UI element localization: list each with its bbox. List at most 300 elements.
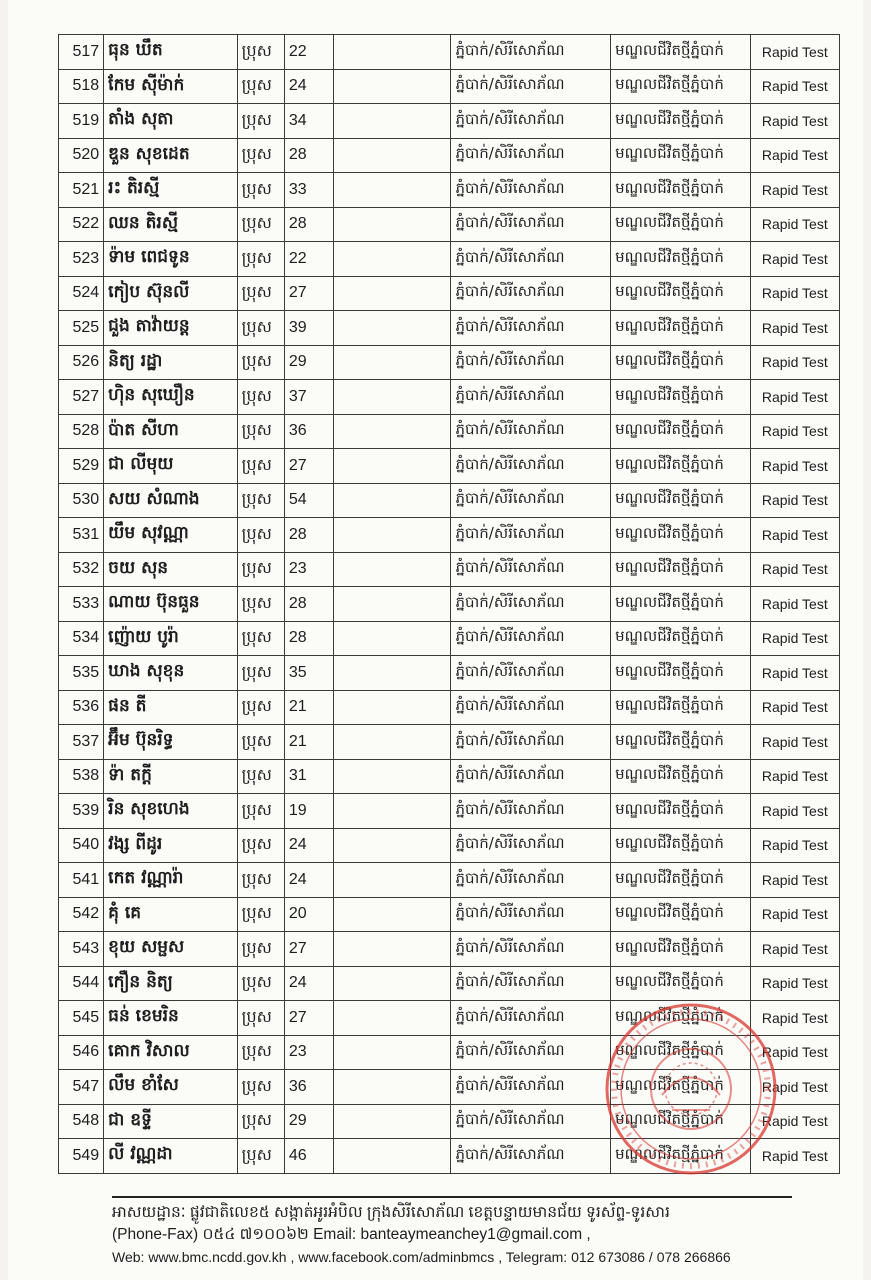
age-cell: 28 [284, 621, 333, 656]
address-cell: ភ្នំបាក់/សិរីសោភ័ណ [451, 69, 611, 104]
sex-cell: ប្រុស [237, 173, 284, 208]
person-name: ជា លីមុយ [104, 449, 238, 484]
test-type-cell: Rapid Test [750, 690, 839, 725]
center-cell: មណ្ឌលជីវិតថ្មីភ្នំបាក់ [611, 552, 751, 587]
test-type-cell: Rapid Test [750, 311, 839, 346]
sex-cell: ប្រុស [237, 759, 284, 794]
blank-cell [334, 276, 451, 311]
address-cell: ភ្នំបាក់/សិរីសោភ័ណ [451, 552, 611, 587]
person-name: កែម ស៊ីម៉ាក់ [104, 69, 238, 104]
address-cell: ភ្នំបាក់/សិរីសោភ័ណ [451, 483, 611, 518]
address-cell: ភ្នំបាក់/សិរីសោភ័ណ [451, 207, 611, 242]
row-number: 539 [59, 794, 104, 829]
table-row [59, 656, 840, 691]
center-cell: មណ្ឌលជីវិតថ្មីភ្នំបាក់ [611, 932, 751, 967]
test-type-cell: Rapid Test [750, 1035, 839, 1070]
center-cell: មណ្ឌលជីវិតថ្មីភ្នំបាក់ [611, 828, 751, 863]
age-cell: 31 [284, 759, 333, 794]
sex-cell: ប្រុស [237, 380, 284, 415]
blank-cell [334, 242, 451, 277]
test-type-cell: Rapid Test [750, 725, 839, 760]
table-row [59, 69, 840, 104]
sex-cell: ប្រុស [237, 794, 284, 829]
address-cell: ភ្នំបាក់/សិរីសោភ័ណ [451, 104, 611, 139]
address-cell: ភ្នំបាក់/សិរីសោភ័ណ [451, 173, 611, 208]
row-number: 519 [59, 104, 104, 139]
sex-cell: ប្រុស [237, 35, 284, 70]
row-number: 530 [59, 483, 104, 518]
center-cell: មណ្ឌលជីវិតថ្មីភ្នំបាក់ [611, 414, 751, 449]
person-name: យឹម សុវណ្ណា [104, 518, 238, 553]
age-cell: 29 [284, 345, 333, 380]
center-cell: មណ្ឌលជីវិតថ្មីភ្នំបាក់ [611, 311, 751, 346]
center-cell: មណ្ឌលជីវិតថ្មីភ្នំបាក់ [611, 173, 751, 208]
address-cell: ភ្នំបាក់/សិរីសោភ័ណ [451, 863, 611, 898]
test-type-cell: Rapid Test [750, 932, 839, 967]
test-type-cell: Rapid Test [750, 104, 839, 139]
sex-cell: ប្រុស [237, 621, 284, 656]
table-row [59, 207, 840, 242]
blank-cell [334, 621, 451, 656]
center-cell: មណ្ឌលជីវិតថ្មីភ្នំបាក់ [611, 966, 751, 1001]
sex-cell: ប្រុស [237, 311, 284, 346]
sex-cell: ប្រុស [237, 656, 284, 691]
address-cell: ភ្នំបាក់/សិរីសោភ័ណ [451, 242, 611, 277]
test-type-cell: Rapid Test [750, 897, 839, 932]
blank-cell [334, 207, 451, 242]
age-cell: 35 [284, 656, 333, 691]
person-name: គុំ គេ [104, 897, 238, 932]
sex-cell: ប្រុស [237, 828, 284, 863]
address-cell: ភ្នំបាក់/សិរីសោភ័ណ [451, 276, 611, 311]
person-name: កឿន និត្យ [104, 966, 238, 1001]
sex-cell: ប្រុស [237, 1001, 284, 1036]
age-cell: 21 [284, 690, 333, 725]
table-row [59, 483, 840, 518]
address-cell: ភ្នំបាក់/សិរីសោភ័ណ [451, 690, 611, 725]
center-cell: មណ្ឌលជីវិតថ្មីភ្នំបាក់ [611, 897, 751, 932]
table-row [59, 621, 840, 656]
table-row [59, 1139, 840, 1174]
footer-phone-email: (Phone-Fax) ០៥៤ ៧១០០៦២ Email: banteaymeanchey1@gmail.com , [112, 1226, 591, 1243]
address-cell: ភ្នំបាក់/សិរីសោភ័ណ [451, 828, 611, 863]
test-type-cell: Rapid Test [750, 587, 839, 622]
sex-cell: ប្រុស [237, 414, 284, 449]
address-cell: ភ្នំបាក់/សិរីសោភ័ណ [451, 518, 611, 553]
sex-cell: ប្រុស [237, 483, 284, 518]
table-row [59, 518, 840, 553]
row-number: 547 [59, 1070, 104, 1105]
address-cell: ភ្នំបាក់/សិរីសោភ័ណ [451, 1001, 611, 1036]
blank-cell [334, 828, 451, 863]
address-cell: ភ្នំបាក់/សិរីសោភ័ណ [451, 1139, 611, 1174]
row-number: 517 [59, 35, 104, 70]
blank-cell [334, 1001, 451, 1036]
address-cell: ភ្នំបាក់/សិរីសោភ័ណ [451, 414, 611, 449]
address-cell: ភ្នំបាក់/សិរីសោភ័ណ [451, 311, 611, 346]
age-cell: 46 [284, 1139, 333, 1174]
address-cell: ភ្នំបាក់/សិរីសោភ័ណ [451, 621, 611, 656]
age-cell: 34 [284, 104, 333, 139]
table-row [59, 725, 840, 760]
sex-cell: ប្រុស [237, 345, 284, 380]
table-row [59, 966, 840, 1001]
center-cell: មណ្ឌលជីវិតថ្មីភ្នំបាក់ [611, 863, 751, 898]
row-number: 523 [59, 242, 104, 277]
blank-cell [334, 1035, 451, 1070]
person-name: ឈន តិរស្មី [104, 207, 238, 242]
sex-cell: ប្រុស [237, 449, 284, 484]
row-number: 535 [59, 656, 104, 691]
blank-cell [334, 345, 451, 380]
age-cell: 27 [284, 1001, 333, 1036]
address-cell: ភ្នំបាក់/សិរីសោភ័ណ [451, 759, 611, 794]
sex-cell: ប្រុស [237, 1035, 284, 1070]
test-type-cell: Rapid Test [750, 552, 839, 587]
row-number: 526 [59, 345, 104, 380]
test-type-cell: Rapid Test [750, 828, 839, 863]
test-type-cell: Rapid Test [750, 518, 839, 553]
row-number: 520 [59, 138, 104, 173]
row-number: 522 [59, 207, 104, 242]
person-name: ធន់ ខេមរិន [104, 1001, 238, 1036]
table-row [59, 932, 840, 967]
row-number: 541 [59, 863, 104, 898]
age-cell: 54 [284, 483, 333, 518]
blank-cell [334, 138, 451, 173]
sex-cell: ប្រុស [237, 242, 284, 277]
person-name: កេត វណ្ណារ៉ា [104, 863, 238, 898]
table-row [59, 35, 840, 70]
table-row [59, 276, 840, 311]
table-row [59, 759, 840, 794]
center-cell: មណ្ឌលជីវិតថ្មីភ្នំបាក់ [611, 725, 751, 760]
test-type-cell: Rapid Test [750, 483, 839, 518]
test-type-cell: Rapid Test [750, 759, 839, 794]
footer-web-links: Web: www.bmc.ncdd.gov.kh , www.facebook.com/adminbmcs , Telegram: 012 673086 / 078 266866 [112, 1249, 731, 1265]
test-type-cell: Rapid Test [750, 414, 839, 449]
person-name: រះ តិរស្មី [104, 173, 238, 208]
person-name: ចយ សុន [104, 552, 238, 587]
sex-cell: ប្រុស [237, 1104, 284, 1139]
center-cell: មណ្ឌលជីវិតថ្មីភ្នំបាក់ [611, 621, 751, 656]
blank-cell [334, 725, 451, 760]
blank-cell [334, 690, 451, 725]
center-cell: មណ្ឌលជីវិតថ្មីភ្នំបាក់ [611, 1070, 751, 1105]
age-cell: 28 [284, 138, 333, 173]
person-name: ជួង តាវ៉ាយន្ត [104, 311, 238, 346]
center-cell: មណ្ឌលជីវិតថ្មីភ្នំបាក់ [611, 690, 751, 725]
row-number: 521 [59, 173, 104, 208]
test-type-cell: Rapid Test [750, 1070, 839, 1105]
address-cell: ភ្នំបាក់/សិរីសោភ័ណ [451, 449, 611, 484]
center-cell: មណ្ឌលជីវិតថ្មីភ្នំបាក់ [611, 794, 751, 829]
age-cell: 24 [284, 863, 333, 898]
test-type-cell: Rapid Test [750, 794, 839, 829]
center-cell: មណ្ឌលជីវិតថ្មីភ្នំបាក់ [611, 35, 751, 70]
center-cell: មណ្ឌលជីវិតថ្មីភ្នំបាក់ [611, 242, 751, 277]
row-number: 534 [59, 621, 104, 656]
sex-cell: ប្រុស [237, 104, 284, 139]
test-type-cell: Rapid Test [750, 138, 839, 173]
address-cell: ភ្នំបាក់/សិរីសោភ័ណ [451, 345, 611, 380]
age-cell: 20 [284, 897, 333, 932]
person-name: ឌួន សុខដេត [104, 138, 238, 173]
age-cell: 39 [284, 311, 333, 346]
blank-cell [334, 863, 451, 898]
person-name: រិន សុខហេង [104, 794, 238, 829]
center-cell: មណ្ឌលជីវិតថ្មីភ្នំបាក់ [611, 587, 751, 622]
test-type-cell: Rapid Test [750, 1104, 839, 1139]
age-cell: 36 [284, 414, 333, 449]
row-number: 548 [59, 1104, 104, 1139]
test-type-cell: Rapid Test [750, 1139, 839, 1174]
blank-cell [334, 380, 451, 415]
test-type-cell: Rapid Test [750, 276, 839, 311]
table-row [59, 173, 840, 208]
table-row [59, 690, 840, 725]
test-type-cell: Rapid Test [750, 863, 839, 898]
table-row [59, 1001, 840, 1036]
person-name: ណាយ ប៊ុនធួន [104, 587, 238, 622]
row-number: 518 [59, 69, 104, 104]
age-cell: 24 [284, 966, 333, 1001]
row-number: 540 [59, 828, 104, 863]
sex-cell: ប្រុស [237, 138, 284, 173]
person-name: ញ៉ោយ បូរ៉ា [104, 621, 238, 656]
center-cell: មណ្ឌលជីវិតថ្មីភ្នំបាក់ [611, 449, 751, 484]
address-cell: ភ្នំបាក់/សិរីសោភ័ណ [451, 656, 611, 691]
sex-cell: ប្រុស [237, 897, 284, 932]
age-cell: 19 [284, 794, 333, 829]
sex-cell: ប្រុស [237, 69, 284, 104]
blank-cell [334, 483, 451, 518]
sex-cell: ប្រុស [237, 207, 284, 242]
sex-cell: ប្រុស [237, 1139, 284, 1174]
address-cell: ភ្នំបាក់/សិរីសោភ័ណ [451, 1035, 611, 1070]
row-number: 531 [59, 518, 104, 553]
row-number: 524 [59, 276, 104, 311]
center-cell: មណ្ឌលជីវិតថ្មីភ្នំបាក់ [611, 276, 751, 311]
row-number: 525 [59, 311, 104, 346]
address-cell: ភ្នំបាក់/សិរីសោភ័ណ [451, 897, 611, 932]
test-type-cell: Rapid Test [750, 656, 839, 691]
blank-cell [334, 518, 451, 553]
test-type-cell: Rapid Test [750, 345, 839, 380]
table-row [59, 138, 840, 173]
age-cell: 27 [284, 276, 333, 311]
center-cell: មណ្ឌលជីវិតថ្មីភ្នំបាក់ [611, 518, 751, 553]
age-cell: 23 [284, 552, 333, 587]
sex-cell: ប្រុស [237, 932, 284, 967]
table-row [59, 414, 840, 449]
test-type-cell: Rapid Test [750, 242, 839, 277]
person-name: លឹម ខាំសែ [104, 1070, 238, 1105]
participant-table [58, 34, 840, 1174]
center-cell: មណ្ឌលជីវិតថ្មីភ្នំបាក់ [611, 104, 751, 139]
table-row [59, 897, 840, 932]
table-row [59, 1035, 840, 1070]
address-cell: ភ្នំបាក់/សិរីសោភ័ណ [451, 138, 611, 173]
age-cell: 24 [284, 828, 333, 863]
sex-cell: ប្រុស [237, 587, 284, 622]
age-cell: 21 [284, 725, 333, 760]
person-name: ឃាង សុខុន [104, 656, 238, 691]
center-cell: មណ្ឌលជីវិតថ្មីភ្នំបាក់ [611, 345, 751, 380]
table-row [59, 380, 840, 415]
person-name: ហ៊ិន សុឃឿន [104, 380, 238, 415]
table-row [59, 828, 840, 863]
age-cell: 28 [284, 587, 333, 622]
center-cell: មណ្ឌលជីវិតថ្មីភ្នំបាក់ [611, 759, 751, 794]
blank-cell [334, 1139, 451, 1174]
center-cell: មណ្ឌលជីវិតថ្មីភ្នំបាក់ [611, 380, 751, 415]
blank-cell [334, 759, 451, 794]
center-cell: មណ្ឌលជីវិតថ្មីភ្នំបាក់ [611, 69, 751, 104]
blank-cell [334, 449, 451, 484]
blank-cell [334, 35, 451, 70]
table-row [59, 587, 840, 622]
address-cell: ភ្នំបាក់/សិរីសោភ័ណ [451, 35, 611, 70]
address-cell: ភ្នំបាក់/សិរីសោភ័ណ [451, 794, 611, 829]
address-cell: ភ្នំបាក់/សិរីសោភ័ណ [451, 932, 611, 967]
row-number: 546 [59, 1035, 104, 1070]
person-name: អ៊ឹម ប៊ុនរិទ្ធ [104, 725, 238, 760]
age-cell: 24 [284, 69, 333, 104]
person-name: ទ៉ា តក្តី [104, 759, 238, 794]
test-type-cell: Rapid Test [750, 380, 839, 415]
row-number: 542 [59, 897, 104, 932]
age-cell: 22 [284, 242, 333, 277]
age-cell: 33 [284, 173, 333, 208]
person-name: តាំង សុតា [104, 104, 238, 139]
person-name: និត្យ រដ្ឋា [104, 345, 238, 380]
footer-address: អាសយដ្ឋានៈ ផ្លូវជាតិលេខ៥ សង្កាត់អូរអំបិល ក្រុងសិរីសោភ័ណ ខេត្តបន្ទាយមានជ័យ ទូរស័ព្ទ-ទូរសារ [112, 1204, 670, 1221]
sex-cell: ប្រុស [237, 966, 284, 1001]
blank-cell [334, 1104, 451, 1139]
center-cell: មណ្ឌលជីវិតថ្មីភ្នំបាក់ [611, 1139, 751, 1174]
age-cell: 36 [284, 1070, 333, 1105]
blank-cell [334, 1070, 451, 1105]
test-type-cell: Rapid Test [750, 69, 839, 104]
age-cell: 22 [284, 35, 333, 70]
blank-cell [334, 966, 451, 1001]
sex-cell: ប្រុស [237, 518, 284, 553]
participant-table-body [59, 35, 840, 1174]
age-cell: 27 [284, 449, 333, 484]
letterhead-footer [112, 1196, 792, 1268]
address-cell: ភ្នំបាក់/សិរីសោភ័ណ [451, 1104, 611, 1139]
row-number: 527 [59, 380, 104, 415]
test-type-cell: Rapid Test [750, 621, 839, 656]
age-cell: 23 [284, 1035, 333, 1070]
center-cell: មណ្ឌលជីវិតថ្មីភ្នំបាក់ [611, 138, 751, 173]
center-cell: មណ្ឌលជីវិតថ្មីភ្នំបាក់ [611, 483, 751, 518]
sex-cell: ប្រុស [237, 690, 284, 725]
person-name: ផន តី [104, 690, 238, 725]
test-type-cell: Rapid Test [750, 207, 839, 242]
blank-cell [334, 311, 451, 346]
center-cell: មណ្ឌលជីវិតថ្មីភ្នំបាក់ [611, 656, 751, 691]
person-name: កៀប ស៊ុនលី [104, 276, 238, 311]
row-number: 537 [59, 725, 104, 760]
row-number: 529 [59, 449, 104, 484]
row-number: 549 [59, 1139, 104, 1174]
row-number: 533 [59, 587, 104, 622]
row-number: 538 [59, 759, 104, 794]
address-cell: ភ្នំបាក់/សិរីសោភ័ណ [451, 380, 611, 415]
table-row [59, 104, 840, 139]
blank-cell [334, 587, 451, 622]
age-cell: 27 [284, 932, 333, 967]
blank-cell [334, 552, 451, 587]
person-name: ទ៉ាម ពេជទូន [104, 242, 238, 277]
center-cell: មណ្ឌលជីវិតថ្មីភ្នំបាក់ [611, 207, 751, 242]
sex-cell: ប្រុស [237, 552, 284, 587]
row-number: 532 [59, 552, 104, 587]
test-type-cell: Rapid Test [750, 173, 839, 208]
blank-cell [334, 794, 451, 829]
table-row [59, 552, 840, 587]
table-row [59, 863, 840, 898]
test-type-cell: Rapid Test [750, 35, 839, 70]
table-row [59, 311, 840, 346]
test-type-cell: Rapid Test [750, 1001, 839, 1036]
age-cell: 29 [284, 1104, 333, 1139]
age-cell: 28 [284, 207, 333, 242]
sex-cell: ប្រុស [237, 725, 284, 760]
sex-cell: ប្រុស [237, 276, 284, 311]
person-name: ជា ឧទ្ទី [104, 1104, 238, 1139]
center-cell: មណ្ឌលជីវិតថ្មីភ្នំបាក់ [611, 1001, 751, 1036]
table-row [59, 345, 840, 380]
table-row [59, 1070, 840, 1105]
person-name: សយ សំណាង [104, 483, 238, 518]
center-cell: មណ្ឌលជីវិតថ្មីភ្នំបាក់ [611, 1104, 751, 1139]
table-row [59, 1104, 840, 1139]
person-name: វង្ស ពីដូរ [104, 828, 238, 863]
person-name: លី វណ្ណដា [104, 1139, 238, 1174]
blank-cell [334, 69, 451, 104]
blank-cell [334, 414, 451, 449]
address-cell: ភ្នំបាក់/សិរីសោភ័ណ [451, 587, 611, 622]
person-name: ធុន ឃឹត [104, 35, 238, 70]
row-number: 543 [59, 932, 104, 967]
row-number: 536 [59, 690, 104, 725]
address-cell: ភ្នំបាក់/សិរីសោភ័ណ [451, 966, 611, 1001]
table-row [59, 242, 840, 277]
address-cell: ភ្នំបាក់/សិរីសោភ័ណ [451, 725, 611, 760]
row-number: 544 [59, 966, 104, 1001]
blank-cell [334, 173, 451, 208]
table-row [59, 449, 840, 484]
blank-cell [334, 932, 451, 967]
person-name: គោក វិសាល [104, 1035, 238, 1070]
test-type-cell: Rapid Test [750, 449, 839, 484]
test-type-cell: Rapid Test [750, 966, 839, 1001]
person-name: ខុយ សម្ផស [104, 932, 238, 967]
row-number: 528 [59, 414, 104, 449]
sex-cell: ប្រុស [237, 1070, 284, 1105]
address-cell: ភ្នំបាក់/សិរីសោភ័ណ [451, 1070, 611, 1105]
center-cell: មណ្ឌលជីវិតថ្មីភ្នំបាក់ [611, 1035, 751, 1070]
age-cell: 37 [284, 380, 333, 415]
table-row [59, 794, 840, 829]
age-cell: 28 [284, 518, 333, 553]
person-name: ប៉ាត សីហា [104, 414, 238, 449]
blank-cell [334, 656, 451, 691]
blank-cell [334, 104, 451, 139]
